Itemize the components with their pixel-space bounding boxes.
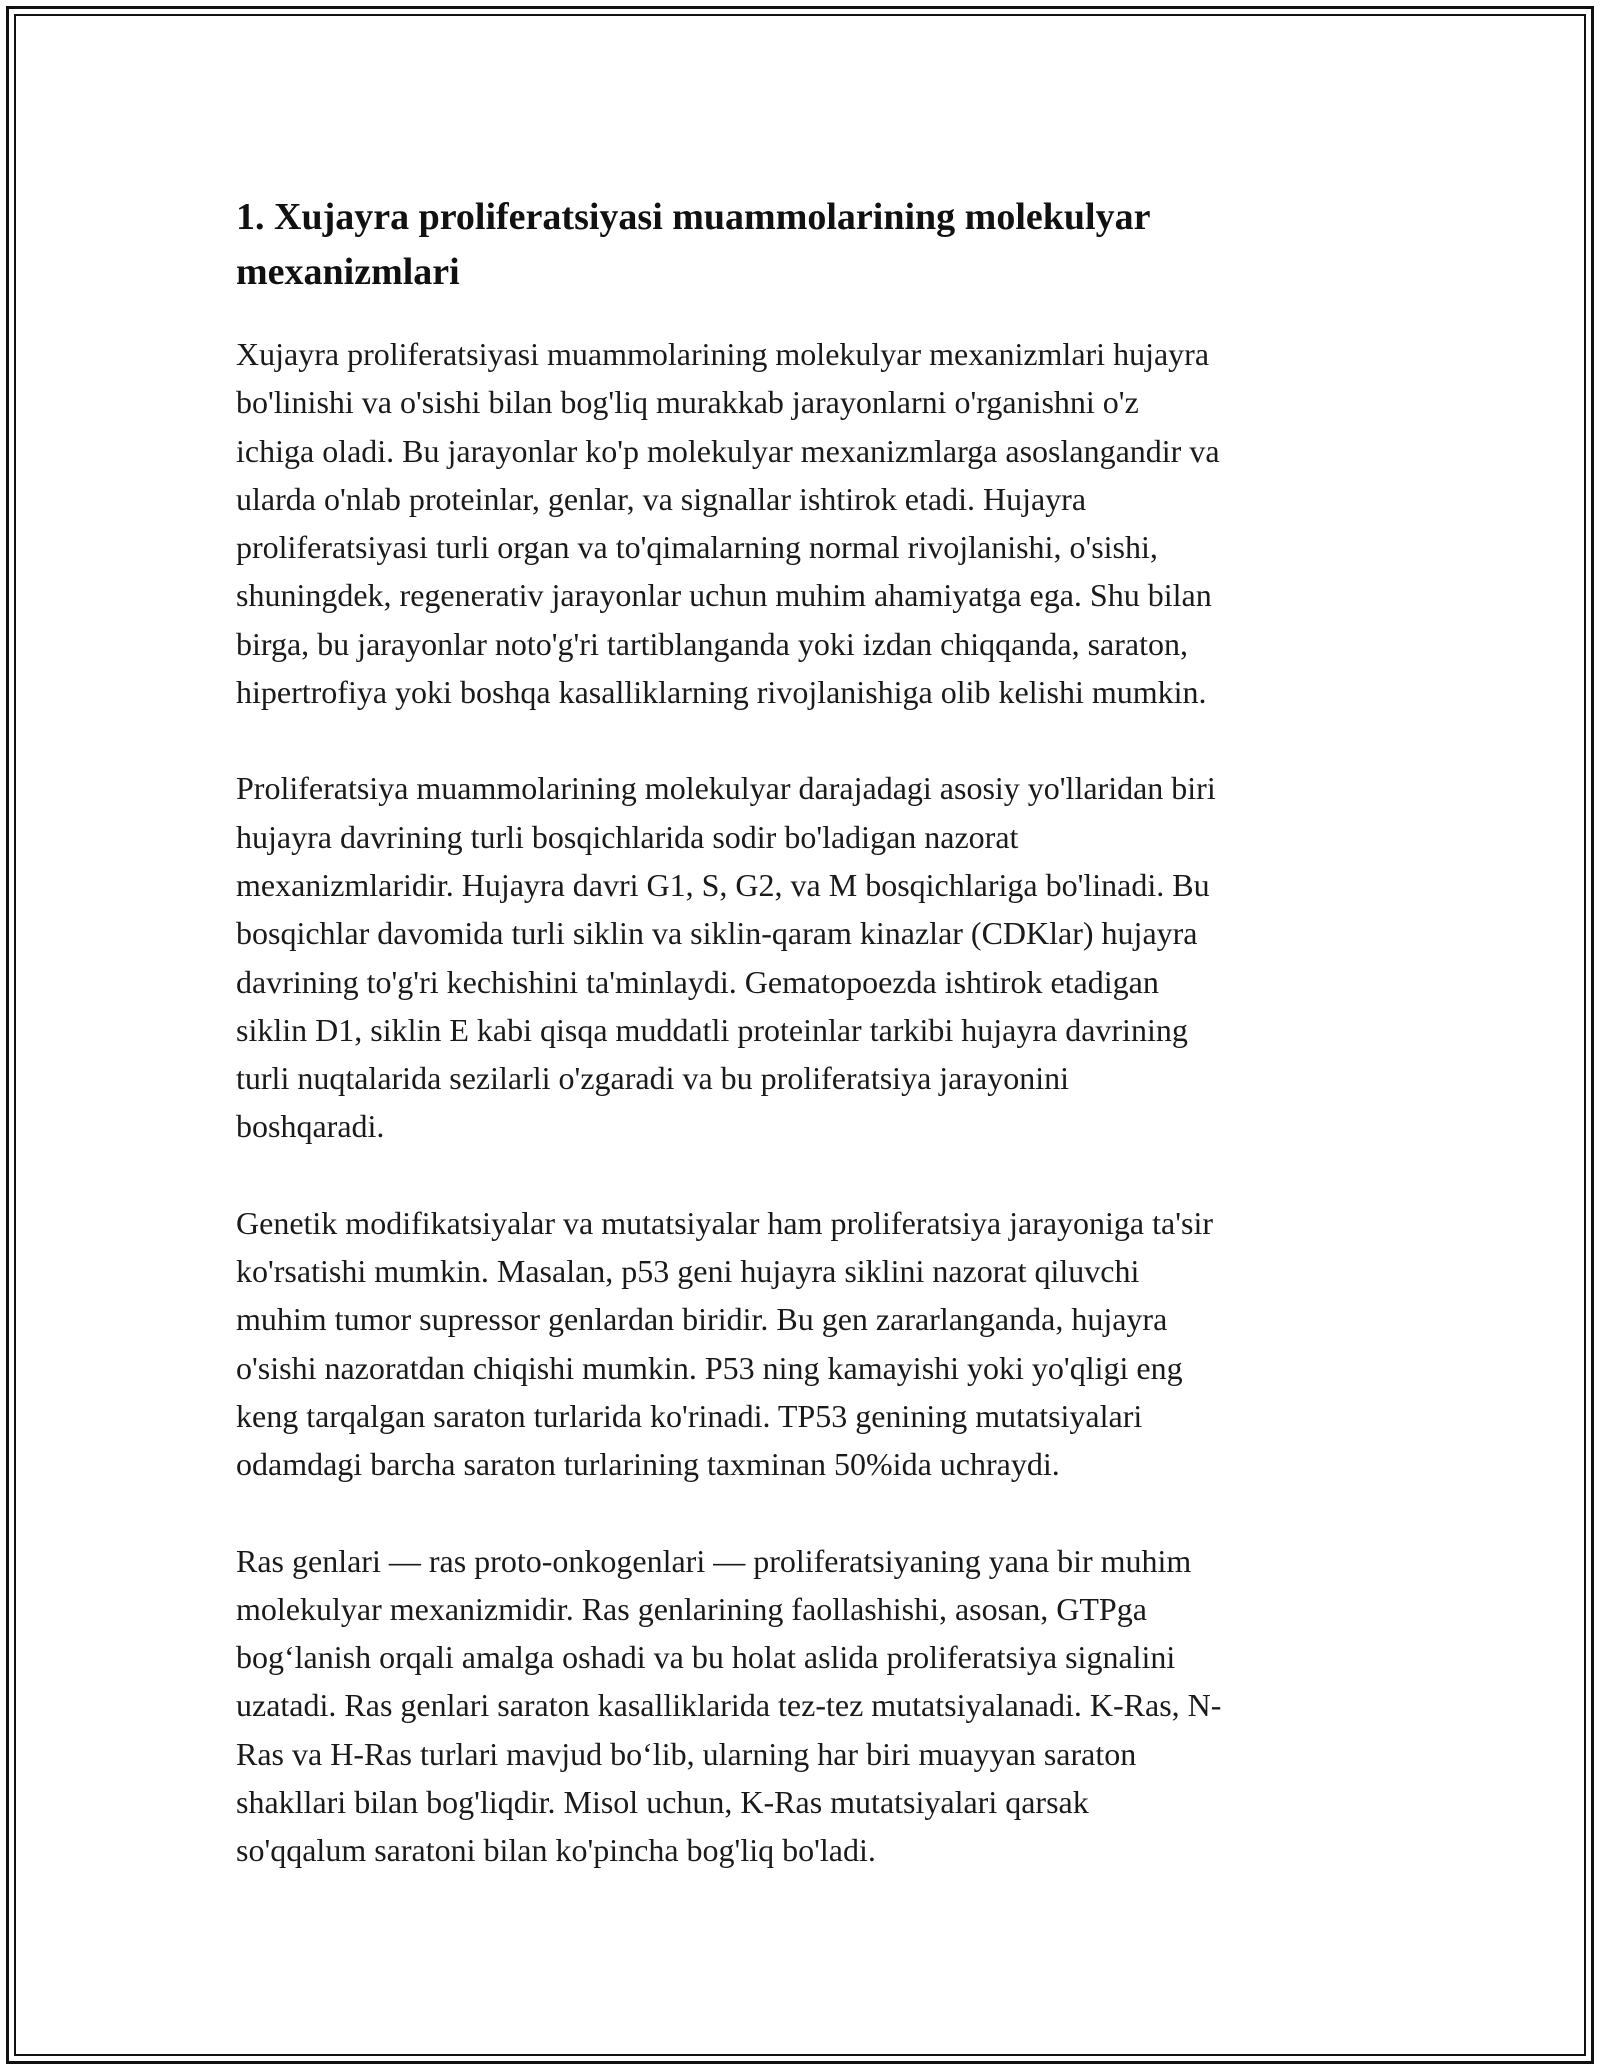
paragraph-2: Proliferatsiya muammolarining molekulyar darajadagi asosiy yo'llaridan biri hujayra davrining turli bosqichlarida sodir bo'ladigan nazorat mexanizmlaridir. Hujayra davri G1, S, G2, va M bosqichlariga bo'linadi. Bu bosqichlar davomida turli siklin va siklin-qaram kinazlar (CDKlar) hujayra davrining to'g'ri kechishini ta'minlaydi. Gematopoezda ishtirok etadigan siklin D1, siklin E kabi qisqa muddatli proteinlar tarkibi hujayra davrining turli nuqtalarida sezilarli o'zgaradi va bu proliferatsiya jarayonini boshqaradi.: [236, 770, 1216, 1145]
paragraph-1: Xujayra proliferatsiyasi muammolarining molekulyar mexanizmlari hujayra bo'linishi va o'sishi bilan bog'liq murakkab jarayonlarni o'rganishni o'z ichiga oladi. Bu jarayonlar ko'p molekulyar mexanizmlarga asoslangandir va ularda o'nlab proteinlar, genlar, va signallar ishtirok etadi. Hujayra proliferatsiyasi turli organ va to'qimalarning normal rivojlanishi, o'sishi, shuningdek, regenerativ jarayonlar uchun muhim ahamiyatga ega. Shu bilan birga, bu jarayonlar noto'g'ri tartiblanganda yoki izdan chiqqanda, saraton, hipertrofiya yoki boshqa kasalliklarning rivojlanishiga olib kelishi mumkin.: [236, 336, 1220, 711]
document-body: [236, 190, 1376, 1923]
section-heading: 1. Xujayra proliferatsiyasi muammolarining molekulyar mexanizmlari: [236, 196, 1151, 293]
paragraph-4: Ras genlari — ras proto-onkogenlari — proliferatsiyaning yana bir muhim molekulyar mexanizmidir. Ras genlarining faollashishi, asosan, GTPga bog‘lanish orqali amalga oshadi va bu holat aslida proliferatsiya signalini uzatadi. Ras genlari saraton kasalliklarida tez-tez mutatsiyalanadi. K-Ras, N- Ras va H-Ras turlari mavjud bo‘lib, ularning har biri muayyan saraton shakllari bilan bog'liqdir. Misol uchun, K-Ras mutatsiyalari qarsak so'qqalum saratoni bilan ko'pincha bog'liq bo'ladi.: [236, 1542, 1222, 1869]
paragraph-3: Genetik modifikatsiyalar va mutatsiyalar ham proliferatsiya jarayoniga ta'sir ko'rsatishi mumkin. Masalan, p53 geni hujayra siklini nazorat qiluvchi muhim tumor supressor genlardan biridir. Bu gen zararlanganda, hujayra o'sishi nazoratdan chiqishi mumkin. P53 ning kamayishi yoki yo'qligi eng keng tarqalgan saraton turlarida ko'rinadi. TP53 genining mutatsiyalari odamdagi barcha saraton turlarining taxminan 50%ida uchraydi.: [236, 1204, 1213, 1483]
